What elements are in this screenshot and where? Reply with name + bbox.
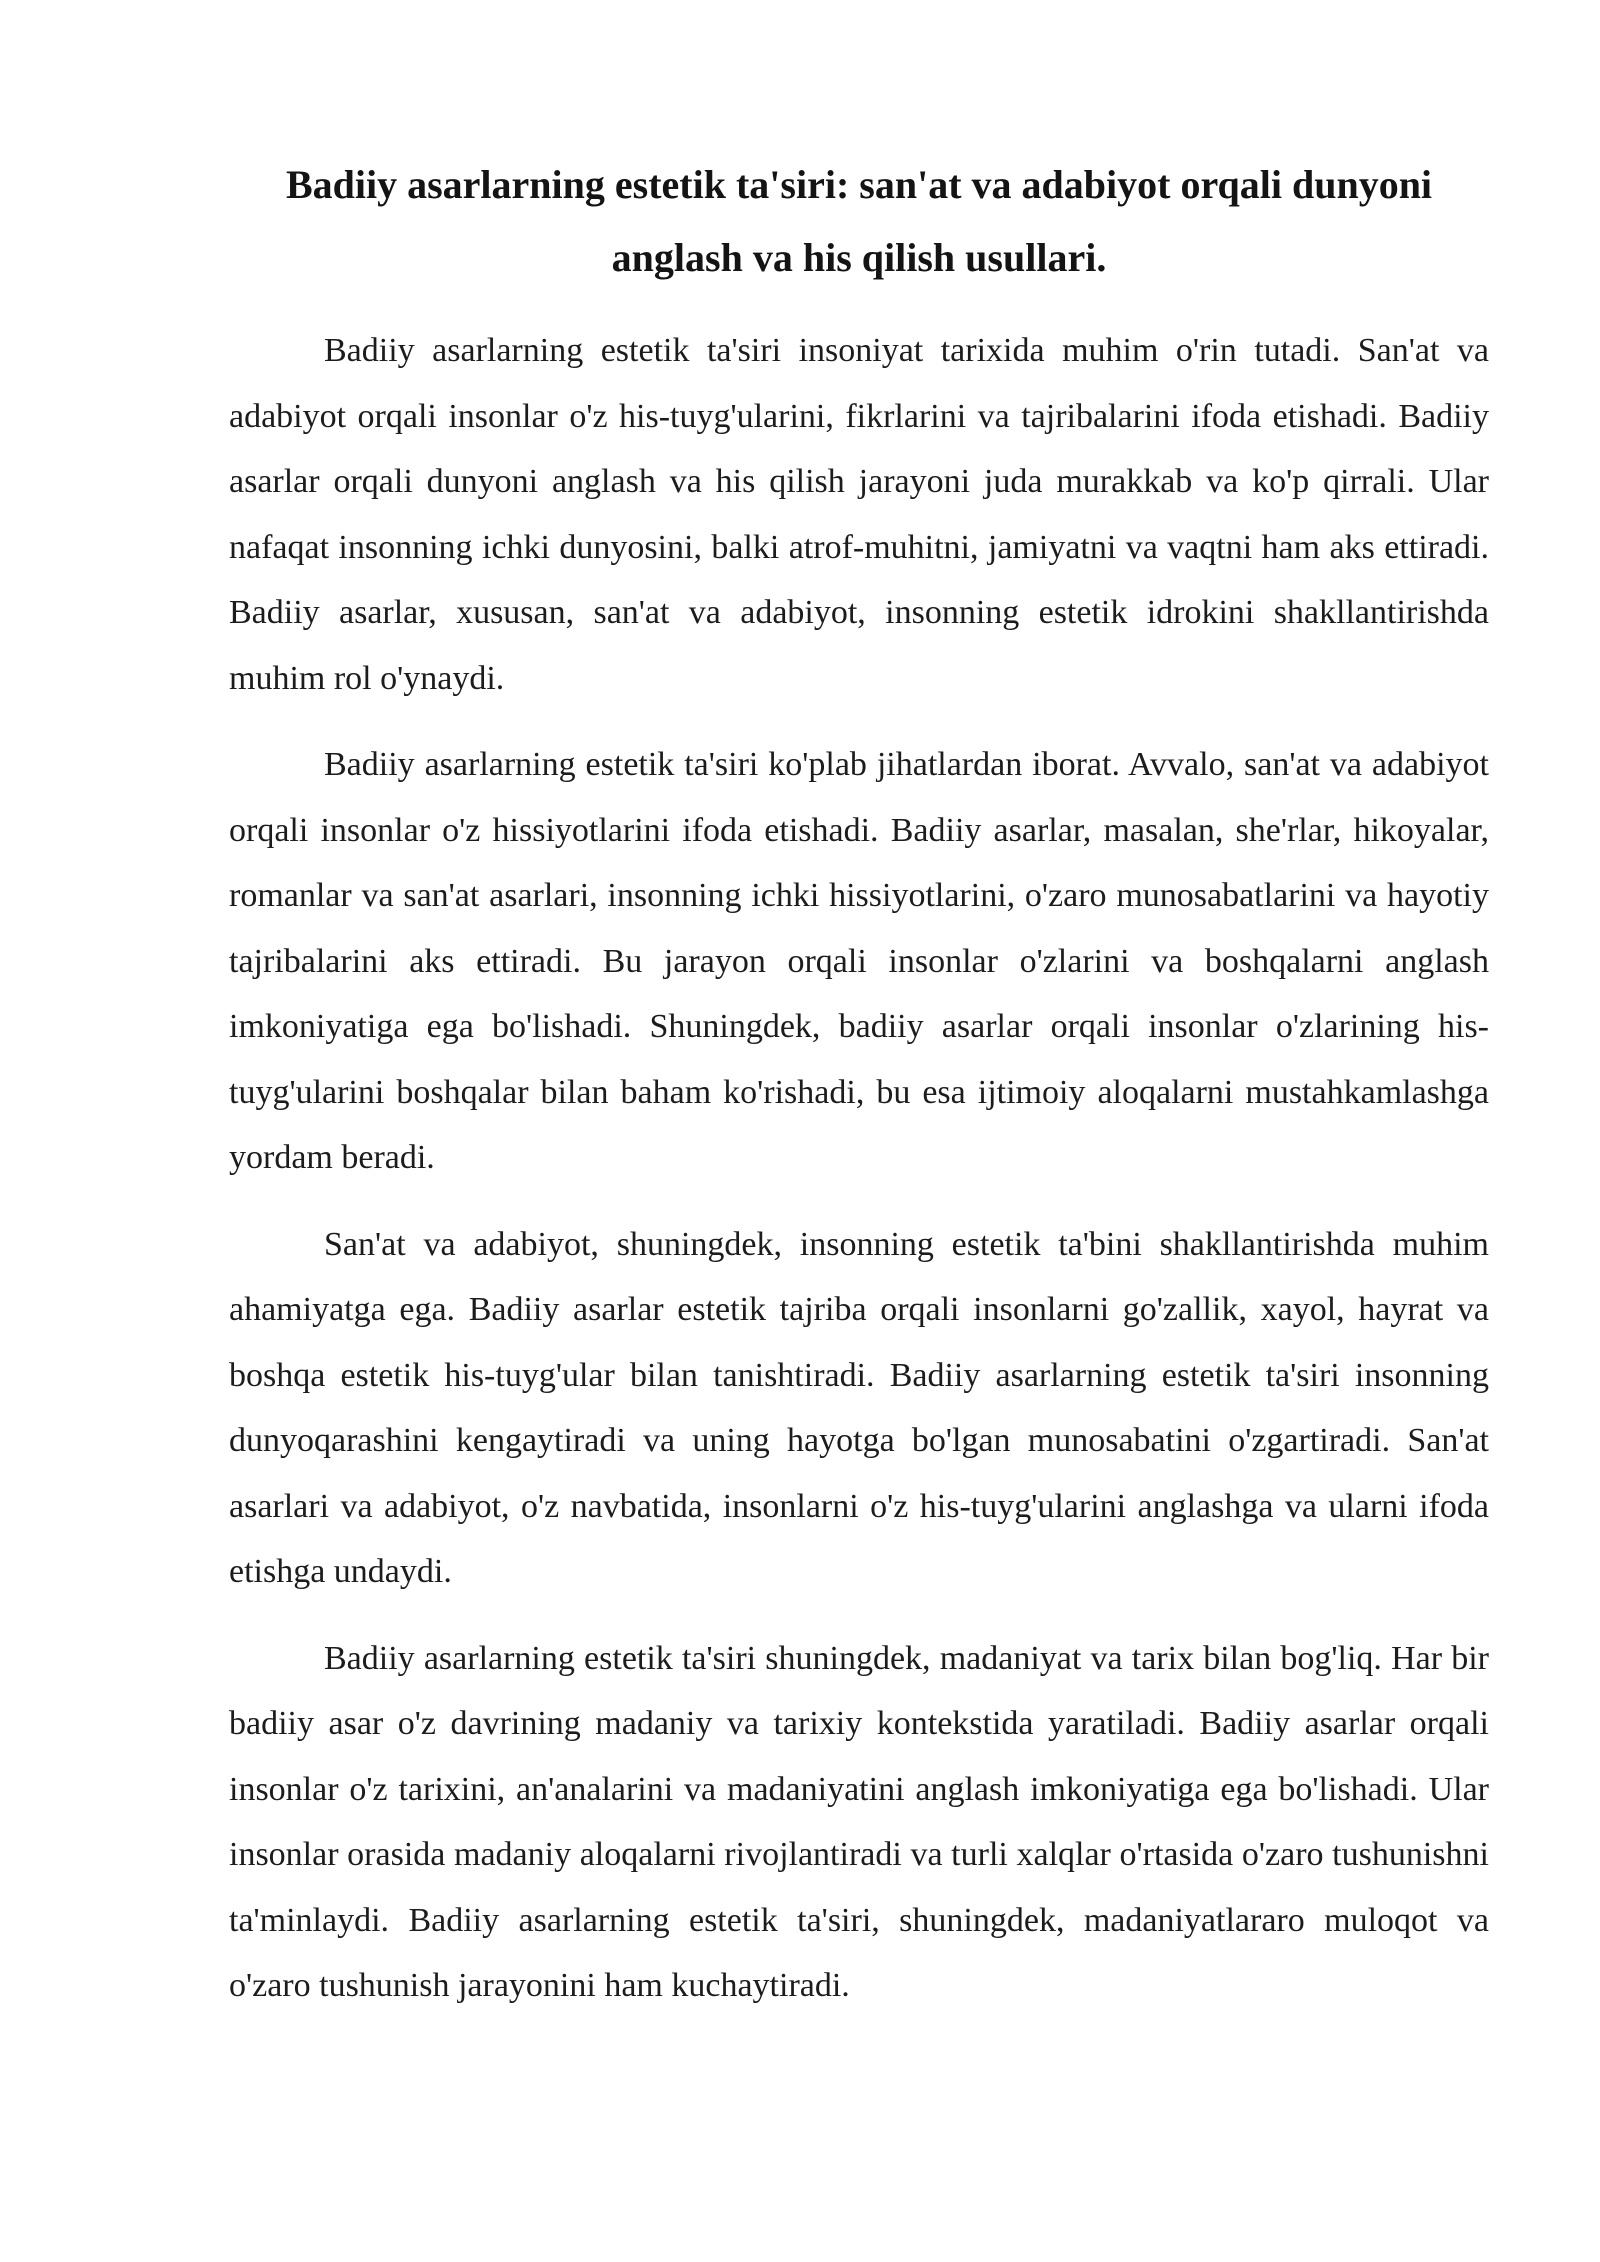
paragraph-1: Badiiy asarlarning estetik ta'siri insoniyat tarixida muhim o'rin tutadi. San'at va adabiyot orqali insonlar o'z his-tuyg'ularini, fikrlarini va tajribalarini ifoda etishadi. Badiiy asarlar orqali dunyoni anglash va his qilish jarayoni juda murakkab va ko'p qirrali. Ular nafaqat insonning ichki dunyosini, balki atrof-muhitni, jamiyatni va vaqtni ham aks ettiradi. Badiiy asarlar, xususan, san'at va adabiyot, insonning estetik idrokini shakllantirishda muhim rol o'ynaydi.: [229, 332, 1489, 697]
paragraph-4: Badiiy asarlarning estetik ta'siri shuningdek, madaniyat va tarix bilan bog'liq. Har bir badiiy asar o'z davrining madaniy va tarixiy kontekstida yaratiladi. Badiiy asarlar orqali insonlar o'z tarixini, an'analarini va madaniyatini anglash imkoniyatiga ega bo'lishadi. Ular insonlar orasida madaniy aloqalarni rivojlantiradi va turli xalqlar o'rtasida o'zaro tushunishni ta'minlaydi. Badiiy asarlarning estetik ta'siri, shuningdek, madaniyatlararo muloqot va o'zaro tushunish jarayonini ham kuchaytiradi.: [229, 1639, 1489, 2004]
paragraph-3: San'at va adabiyot, shuningdek, insonning estetik ta'bini shakllantirishda muhim ahamiyatga ega. Badiiy asarlar estetik tajriba orqali insonlarni go'zallik, xayol, hayrat va boshqa estetik his-tuyg'ular bilan tanishtiradi. Badiiy asarlarning estetik ta'siri insonning dunyoqarashini kengaytiradi va uning hayotga bo'lgan munosabatini o'zgartiradi. San'at asarlari va adabiyot, o'z navbatida, insonlarni o'z his-tuyg'ularini anglashga va ularni ifoda etishga undaydi.: [229, 1225, 1489, 1590]
paragraph-2: Badiiy asarlarning estetik ta'siri ko'plab jihatlardan iborat. Avvalo, san'at va adabiyot orqali insonlar o'z hissiyotlarini ifoda etishadi. Badiiy asarlar, masalan, she'rlar, hikoyalar, romanlar va san'at asarlari, insonning ichki hissiyotlarini, o'zaro munosabatlarini va hayotiy tajribalarini aks ettiradi. Bu jarayon orqali insonlar o'zlarini va boshqalarni anglash imkoniyatiga ega bo'lishadi. Shuningdek, badiiy asarlar orqali insonlar o'zlarining his-tuyg'ularini boshqalar bilan baham ko'rishadi, bu esa ijtimoiy aloqalarni mustahkamlashga yordam beradi.: [229, 746, 1489, 1176]
page-content: [229, 148, 1489, 2040]
document-title: Badiiy asarlarning estetik ta'siri: san'at va adabiyot orqali dunyoni anglash va his qilish usullari.: [285, 162, 1433, 280]
document-body: [229, 318, 1489, 2019]
